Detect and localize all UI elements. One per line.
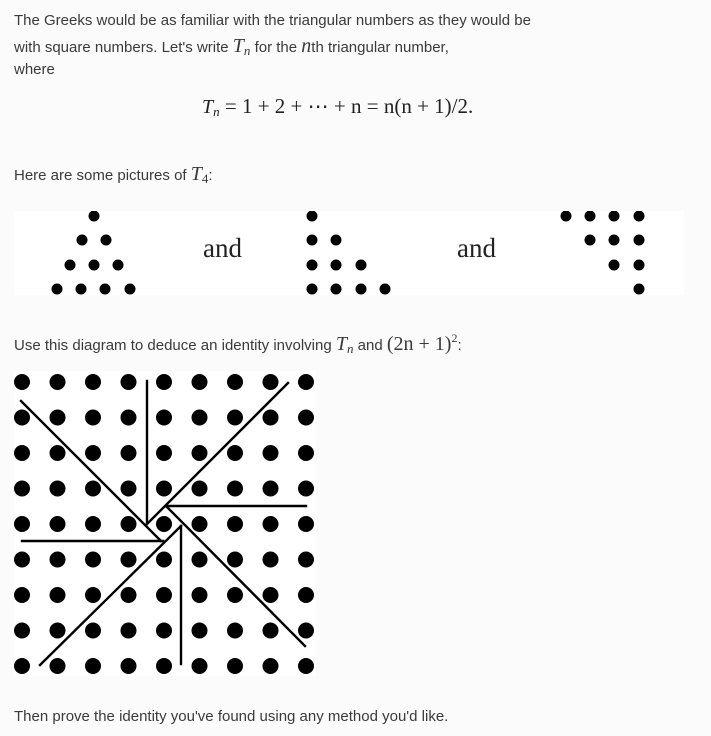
grid-dot [156, 516, 172, 532]
grid-dot [85, 481, 101, 497]
grid-dot [227, 623, 243, 639]
grid-dot [227, 587, 243, 603]
symbol-n: n [301, 35, 312, 57]
grid-dot [121, 552, 137, 568]
square-expression: $(2n + 1)^2$ [386, 331, 458, 355]
grid-dot [156, 623, 172, 639]
intro-line-2-part-b: for the [254, 39, 298, 56]
grid-dot [156, 410, 172, 426]
grid-dot [298, 516, 314, 532]
grid-dot [192, 587, 208, 603]
grid-dot [85, 587, 101, 603]
grid-dot [263, 481, 279, 497]
grid-dot [298, 552, 314, 568]
grid-dot [227, 445, 243, 461]
grid-dot [298, 410, 314, 426]
grid-dot [121, 374, 137, 390]
grid-dot [50, 658, 66, 674]
dot-grid-diagram [14, 371, 316, 676]
grid-dot [263, 658, 279, 674]
grid-dot [85, 445, 101, 461]
grid-dot [298, 481, 314, 497]
grid-dot [298, 658, 314, 674]
grid-dot [227, 410, 243, 426]
grid-dot [227, 552, 243, 568]
grid-dot [192, 481, 208, 497]
grid-dot [85, 374, 101, 390]
grid-dot [263, 552, 279, 568]
grid-dot [298, 445, 314, 461]
grid-dot [192, 445, 208, 461]
grid-dot [192, 623, 208, 639]
grid-dot [14, 481, 30, 497]
grid-dot [50, 623, 66, 639]
grid-dot [121, 481, 137, 497]
grid-dot [50, 374, 66, 390]
grid-dot [121, 658, 137, 674]
grid-dot [14, 374, 30, 390]
grid-dot [121, 410, 137, 426]
grid-dot [298, 587, 314, 603]
symbol-t4: $T_4$ [190, 163, 209, 186]
intro-line-2-part-c: th triangular number, [311, 39, 449, 56]
grid-dot [263, 374, 279, 390]
grid-dot [263, 516, 279, 532]
grid-dot [14, 658, 30, 674]
grid-dot [156, 658, 172, 674]
grid-dot [298, 374, 314, 390]
pictures-intro: Here are some pictures of $T_4$: [14, 163, 213, 186]
grid-dot [14, 516, 30, 532]
grid-dot [14, 552, 30, 568]
grid-dot [263, 623, 279, 639]
grid-dot [14, 587, 30, 603]
grid-dot [263, 410, 279, 426]
grid-dot [14, 445, 30, 461]
grid-dot [263, 445, 279, 461]
diagram-intro: Use this diagram to deduce an identity involving $T_n$ and $(2n + 1)^2$: [14, 331, 462, 356]
grid-dot [50, 481, 66, 497]
grid-dot [192, 658, 208, 674]
grid-dot [156, 552, 172, 568]
grid-dot [192, 516, 208, 532]
grid-dot [14, 410, 30, 426]
intro-line-2-part-a: with square numbers. Let's write [14, 39, 229, 56]
grid-dot [156, 481, 172, 497]
grid-dot [192, 374, 208, 390]
grid-dot [227, 658, 243, 674]
grid-dot [50, 552, 66, 568]
grid-dot [227, 374, 243, 390]
grid-dot [85, 552, 101, 568]
grid-dot [227, 481, 243, 497]
symbol-tn-2: $T_n$ [335, 333, 354, 356]
grid-dot [50, 516, 66, 532]
grid-dot [85, 410, 101, 426]
grid-dot [192, 410, 208, 426]
triangular-formula: $T_n = 1 + 2$ + ⋯ + n = n(n + 1)/2. [202, 94, 474, 119]
and-label-1: and [203, 233, 242, 263]
grid-dot [227, 516, 243, 532]
grid-dot [50, 445, 66, 461]
grid-dot [263, 587, 279, 603]
grid-dot [85, 658, 101, 674]
grid-dot [121, 445, 137, 461]
grid-dot [156, 587, 172, 603]
grid-dot [121, 587, 137, 603]
prove-instruction: Then prove the identity you've found using any method you'd like. [14, 708, 449, 725]
grid-dot [121, 516, 137, 532]
intro-line-1: The Greeks would be as familiar with the triangular numbers as they would be [14, 12, 531, 29]
t4-pictures-strip [14, 211, 684, 295]
grid-dot [156, 445, 172, 461]
grid-dot [50, 410, 66, 426]
grid-dot [121, 623, 137, 639]
grid-dot [85, 623, 101, 639]
t4-dot-pictures [14, 211, 684, 295]
and-label-2: and [457, 233, 496, 263]
grid-dot [192, 552, 208, 568]
grid-dot [50, 587, 66, 603]
symbol-tn: $T_n$ [232, 35, 251, 58]
grid-dot [85, 516, 101, 532]
grid-dot [298, 623, 314, 639]
intro-line-3: where [14, 61, 55, 78]
intro-line-2 [14, 34, 449, 63]
grid-dot [156, 374, 172, 390]
grid-dot [14, 623, 30, 639]
